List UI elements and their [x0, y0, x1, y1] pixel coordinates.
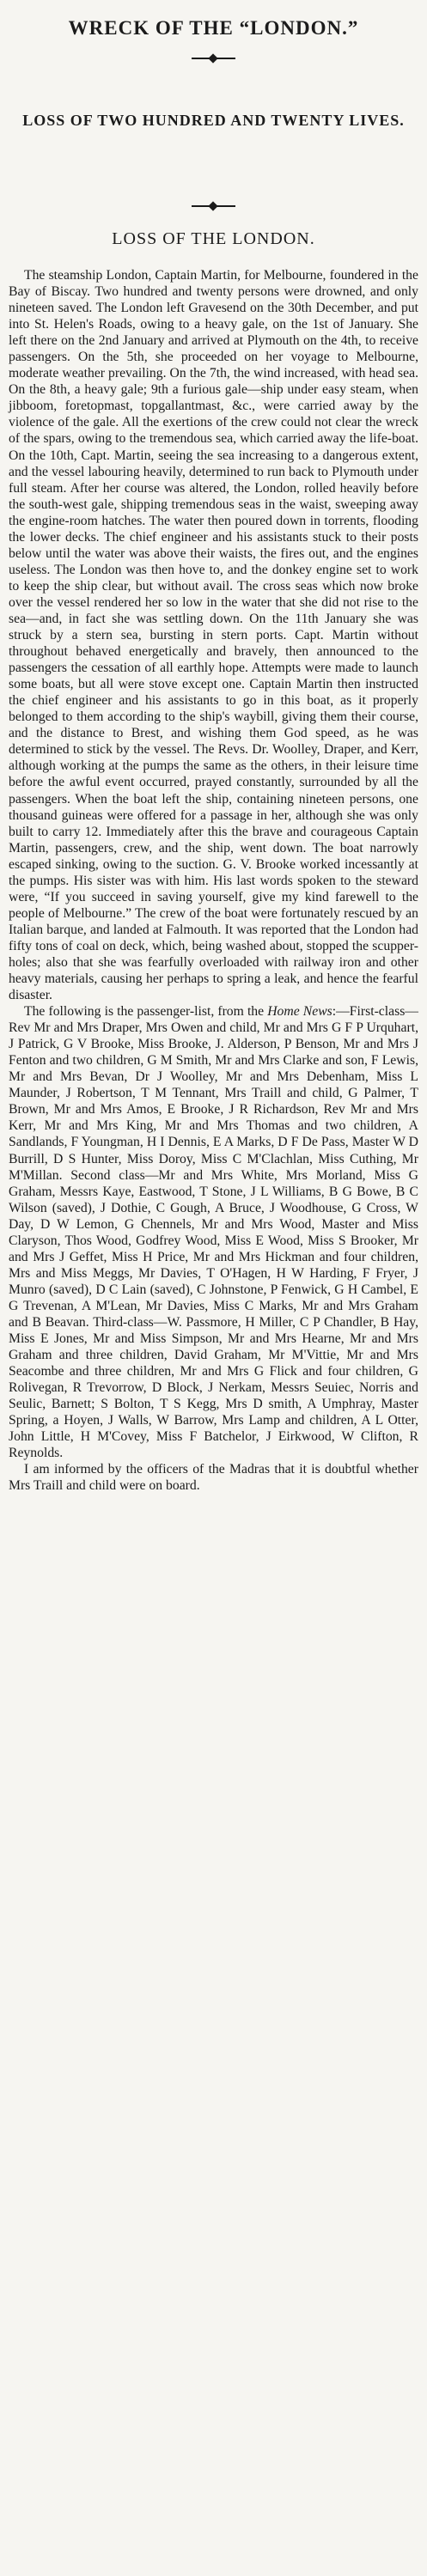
ornamental-rule-top	[192, 58, 235, 59]
section-title: LOSS OF THE LONDON.	[112, 229, 315, 248]
article-paragraph-2	[9, 1003, 418, 1461]
source-publication: Home News	[267, 1004, 332, 1020]
article-body	[9, 267, 418, 1495]
article-paragraph-3: I am informed by the officers of the Madras that it is doubtful whether Mrs Traill and child were on board.	[9, 1462, 418, 1494]
headline: WRECK OF THE “LONDON.”	[68, 17, 359, 39]
subheadline: LOSS OF TWO HUNDRED AND TWENTY LIVES.	[22, 112, 405, 129]
passenger-list: :—First-class—Rev Mr and Mrs Draper, Mrs Owen and child, Mr and Mrs G F P Urquhart, J Patrick, G V Brooke, Miss Brooke, J. Alderson, P Benson, Mr and Mrs J Fenton and two children, G M Smith, Mr and Mrs Clarke and son, F Lewis, Mr and Mrs Bevan, Dr J Woolley, Mr and Mrs Debenham, Miss L Maunder, J Robertson, T M Tennant, Mrs Traill and child, G Palmer, T Brown, Mr and Mrs Amos, E Brooke, J R Richardson, Rev Mr and Mrs Kerr, Mr and Mrs King, Mr and Mrs Thomas and two children, A Sandlands, F Youngman, H I Dennis, E A Marks, D F De Pass, Master W D Burrill, D S Hunter, Miss Doroy, Miss C M'Clachlan, Miss Cuthing, Mr M'Millan. Second class—Mr and Mrs White, Mrs Morland, Miss G Graham, Messrs Kaye, Eastwood, T Stone, J L Williams, B G Bowe, B C Wilson (saved), J Dothie, C Gough, A Bruce, J Woodhouse, G Cross, W Day, D W Lemon, G Chennels, Mr and Mrs Wood, Master and Miss Claryson, Thos Wood, Godfrey Wood, Miss E Wood, Miss S Brooker, Mr and Mrs J Geffet, Miss H Price, Mr and Mrs Hickman and four children, Mrs and Miss Meggs, Mr Davies, T O'Hagen, H W Harding, F Fryer, J Munro (saved), D C Lain (saved), C Johnstone, P Fenwick, G H Cambel, E G Trevenan, A M'Lean, Mr Davies, Miss C Marks, Mr and Mrs Graham and B Beavan. Third-class—W. Passmore, H Miller, C P Chandler, B Hay, Miss E Jones, Mr and Miss Simpson, Mr and Mrs Hearne, Mr and Mrs Graham and three children, David Graham, Mr M'Vittie, Mr and Mrs Seacombe and three children, Mr and Mrs G Flick and four children, G Rolivegan, R Trevorrow, D Block, J Nerkam, Messrs Seuiec, Norris and Seulic, Barnett; S Bolton, T S Kegg, Mrs D smith, A Umphray, Master Spring, a Hoyen, J Walls, W Barrow, Mrs Lamp and children, A L Otter, John Little, H M'Covey, Miss F Batchelor, J Eirkwood, W Clifton, R Reynolds.	[9, 1004, 418, 1461]
passenger-list-intro: The following is the passenger-list, from the	[24, 1004, 268, 1020]
article-paragraph-1: The steamship London, Captain Martin, for Melbourne, foundered in the Bay of Biscay. Two hundred and twenty persons were drowned, and only nineteen saved. The London left Gravesend on the 30th December, and put into St. Helen's Roads, owing to a heavy gale, on the 1st of January. She left there on the 2nd January and arrived at Plymouth on the 4th, to receive passengers. On the 5th, she proceeded on her voyage to Melbourne, moderate weather prevailing. On the 7th, the wind increased, with head sea. On the 8th, a heavy gale; 9th a furious gale—ship under easy steam, when jibboom, foretopmast, topgallantmast, &c., were carried away by the violence of the gale. All the exertions of the crew could not clear the wreck of the spars, owing to the tremendous sea, which carried away the life-boat. On the 10th, Capt. Martin, seeing the sea increasing to a dangerous extent, and the vessel labouring heavily, determined to run back to Plymouth under full steam. After her course was altered, the London, rolled heavily before the south-west gale, shipping tremendous seas in the waist, sweeping away the engine-room hatches. The water then poured down in torrents, flooding the lower decks. The chief engineer and his assistants stuck to their posts below until the water was above their waists, the fires out, and the engines useless. The London was then hove to, and the donkey engine set to work to keep the ship clear, but without avail. The cross seas which now broke over the vessel rendered her so low in the water that she did not rise to the sea—and, in fact she was settling down. On the 11th January she was struck by a stern sea, bursting in stern ports. Capt. Martin without throughout behaved energetically and bravely, then announced to the passengers the cessation of all earthly hope. Attempts were made to launch some boats, but all were stove except one. Captain Martin then instructed the chief engineer and his assistants to go in this boat, as it properly belonged to them according to the ship's waybill, giving them their course, and the distance to Brest, and wishing them God speed, as he was determined to stick by the vessel. The Revs. Dr. Woolley, Draper, and Kerr, although working at the pumps the same as the others, in their leisure time before the awful event occurred, prayed constantly, surrounded by all the passengers. When the boat left the ship, containing nineteen persons, one thousand guineas were offered for a passage in her, although she was only built to carry 12. Immediately after this the brave and courageous Captain Martin, passengers, crew, and the ship, went down. The boat narrowly escaped sinking, owing to the suction. G. V. Brooke worked incessantly at the pumps. His sister was with him. His last words spoken to the steward were, “If you succeed in saving yourself, give my kind farewell to the people of Melbourne.” The crew of the boat were fortunately rescued by an Italian barque, and landed at Falmouth. It was reported that the London had fifty tons of coal on deck, which, being washed about, stopped the scupper-holes; also that she was fearfully overloaded with railway iron and other heavy materials, causing her perhaps to spring a leak, and hence the fearful disaster.	[9, 268, 418, 1003]
ornamental-rule-bottom	[192, 205, 235, 207]
